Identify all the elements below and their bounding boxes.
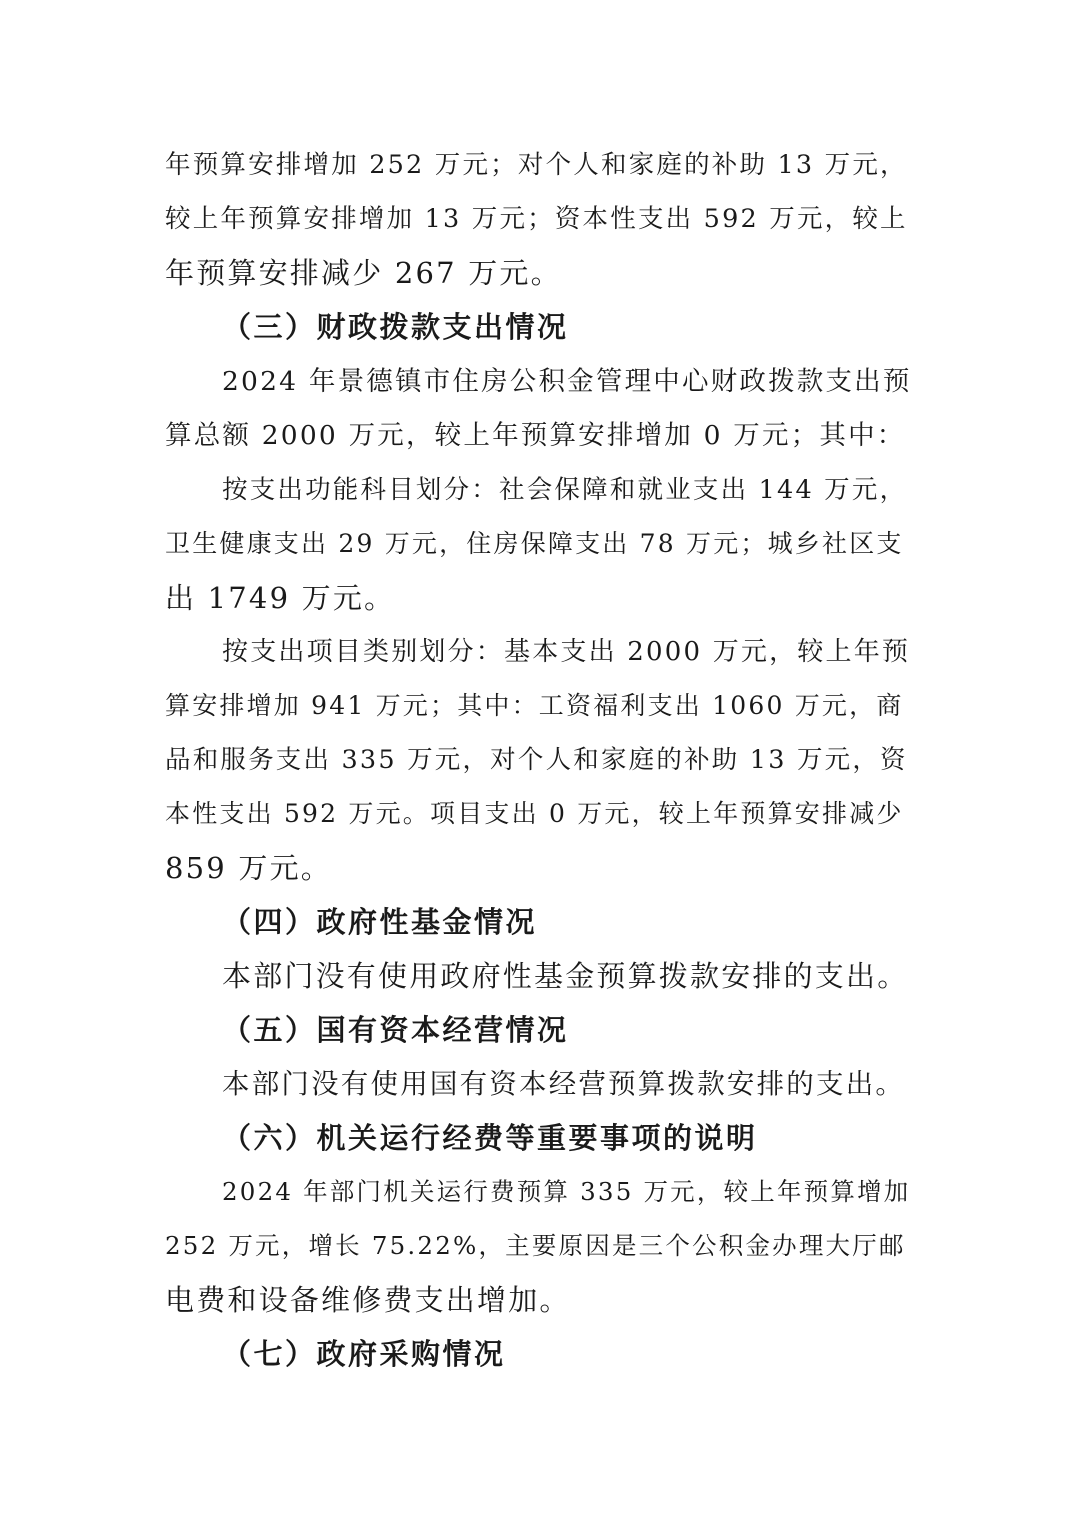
body-text-line: 本部门没有使用政府性基金预算拨款安排的支出。	[222, 959, 909, 993]
body-text-line: 2024 年景德镇市住房公积金管理中心财政拨款支出预	[222, 366, 912, 397]
body-text-line: 电费和设备维修费支出增加。	[165, 1283, 571, 1317]
section-heading-procurement: （七）政府采购情况	[222, 1337, 506, 1371]
body-text-line: 较上年预算安排增加 13 万元；资本性支出 592 万元，较上	[165, 204, 908, 234]
body-text-line: 2024 年部门机关运行费预算 335 万元，较上年预算增加	[222, 1177, 911, 1206]
section-heading-government-fund: （四）政府性基金情况	[222, 905, 538, 939]
body-text-line: 252 万元，增长 75.22%，主要原因是三个公积金办理大厅邮	[165, 1231, 906, 1260]
body-text-line: 本部门没有使用国有资本经营预算拨款安排的支出。	[222, 1068, 906, 1100]
body-text-line: 算安排增加 941 万元；其中：工资福利支出 1060 万元，商	[165, 691, 904, 720]
body-text-line: 本性支出 592 万元。项目支出 0 万元，较上年预算安排减少	[165, 799, 904, 828]
body-text-line: 年预算安排增加 252 万元；对个人和家庭的补助 13 万元，	[165, 150, 908, 180]
body-text-line: 品和服务支出 335 万元，对个人和家庭的补助 13 万元，资	[165, 745, 908, 775]
body-text-line: 算总额 2000 万元，较上年预算安排增加 0 万元；其中：	[165, 420, 906, 451]
body-text-line: 按支出功能科目划分：社会保障和就业支出 144 万元，	[222, 475, 908, 505]
body-text-line: 按支出项目类别划分：基本支出 2000 万元，较上年预	[222, 637, 911, 667]
section-heading-state-capital: （五）国有资本经营情况	[222, 1013, 569, 1047]
body-text-line: 年预算安排减少 267 万元。	[165, 256, 562, 290]
body-text-line: 859 万元。	[165, 851, 332, 885]
section-heading-operating-expenses: （六）机关运行经费等重要事项的说明	[222, 1121, 758, 1155]
body-text-line: 卫生健康支出 29 万元，住房保障支出 78 万元；城乡社区支	[165, 529, 904, 558]
body-text-line: 出 1749 万元。	[165, 581, 396, 615]
section-heading-fiscal-allocation: （三）财政拨款支出情况	[222, 310, 569, 344]
